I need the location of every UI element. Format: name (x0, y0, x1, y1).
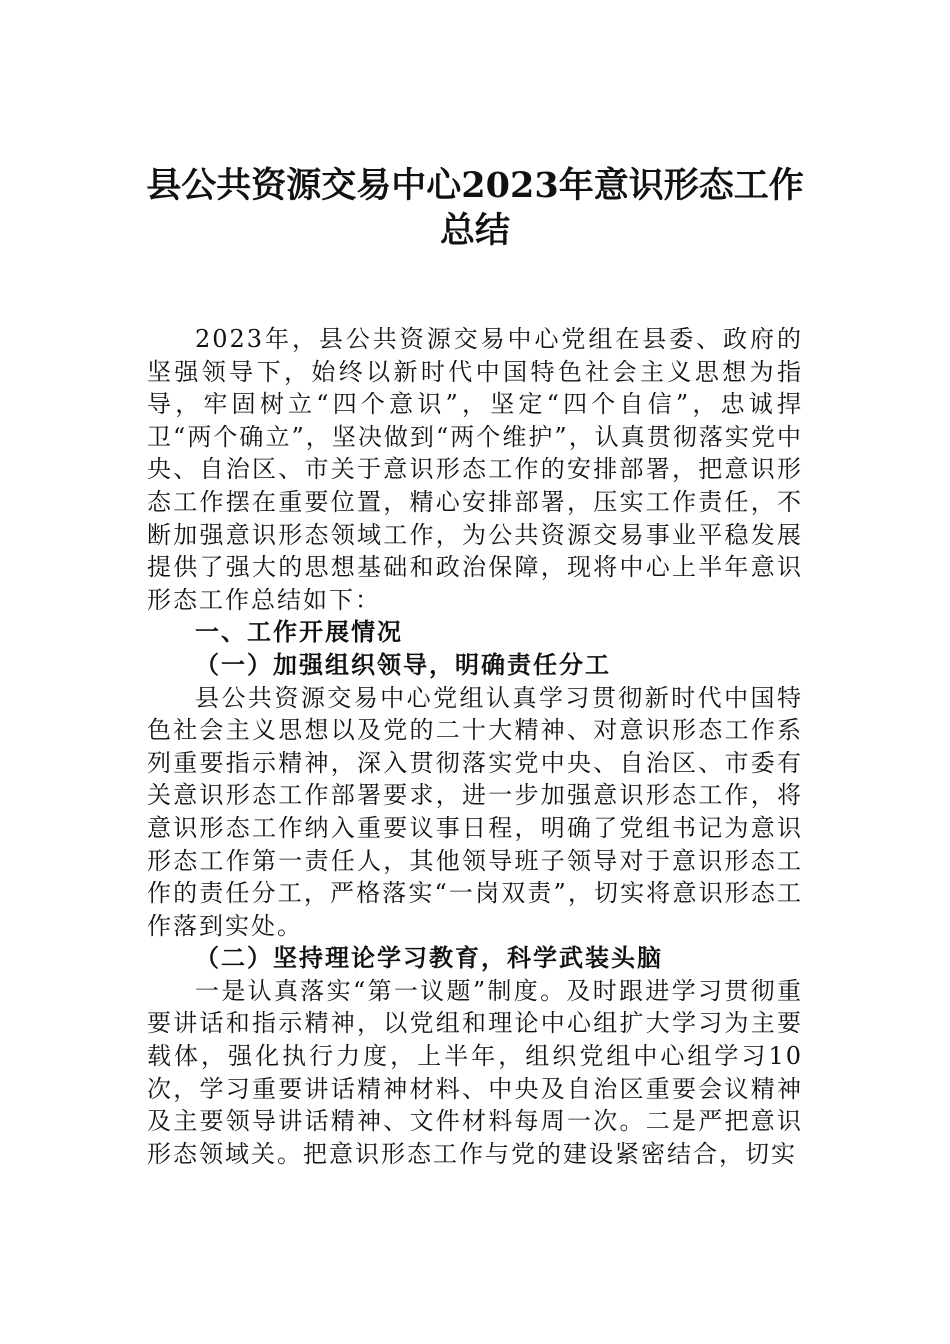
section-heading-1: 一、工作开展情况 (195, 618, 403, 647)
document-title-line-1: 县公共资源交易中心2023年意识形态工作 (146, 165, 804, 206)
document-body (147, 323, 803, 1170)
subsection-heading-2: （二）坚持理论学习教育，科学武装头脑 (195, 943, 663, 973)
document-title-line-2: 总结 (439, 210, 510, 251)
intro-paragraph: 2023年，县公共资源交易中心党组在县委、政府的坚强领导下，始终以新时代中国特色社会主义思想为指导，牢固树立“四个意识”，坚定“四个自信”，忠诚捍卫“两个确立”，坚决做到“两个维护”，认真贯彻落实党中央、自治区、市关于意识形态工作的安排部署，把意识形态工作摆在重要位置，精心安排部署，压实工作责任，不断加强意识形态领域工作，为公共资源交易事业平稳发展提供了强大的思想基础和政治保障，现将中心上半年意识形态工作总结如下： (147, 325, 803, 614)
subsection-2-paragraph: 一是认真落实“第一议题”制度。及时跟进学习贯彻重要讲话和指示精神，以党组和理论中心组扩大学习为主要载体，强化执行力度，上半年，组织党组中心组学习10次，学习重要讲话精神材料、中央及自治区重要会议精神及主要领导讲话精神、文件材料每周一次。二是严把意识形态领域关。把意识形态工作与党的建设紧密结合，切实 (147, 976, 803, 1168)
subsection-heading-1: （一）加强组织领导，明确责任分工 (195, 649, 611, 679)
subsection-1-paragraph: 县公共资源交易中心党组认真学习贯彻新时代中国特色社会主义思想以及党的二十大精神、对意识形态工作系列重要指示精神，深入贯彻落实党中央、自治区、市委有关意识形态工作部署要求，进一步加强意识形态工作，将意识形态工作纳入重要议事日程，明确了党组书记为意识形态工作第一责任人，其他领导班子领导对于意识形态工作的责任分工，严格落实“一岗双责”，切实将意识形态工作落到实处。 (147, 683, 803, 940)
